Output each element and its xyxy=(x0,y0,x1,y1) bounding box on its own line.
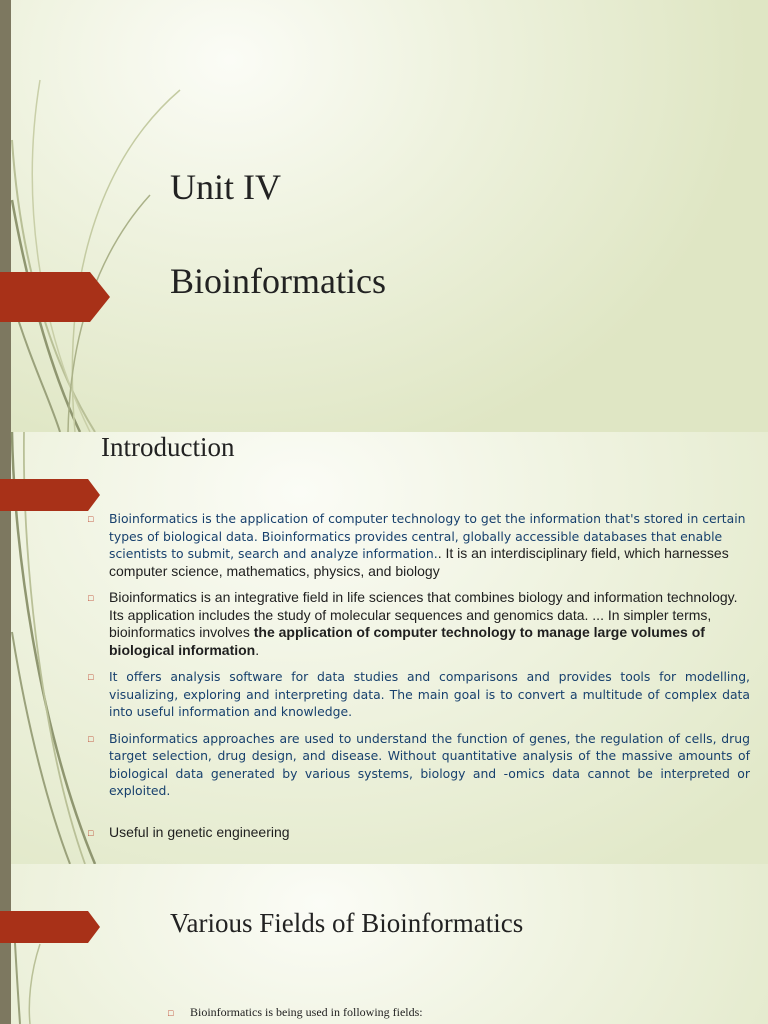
bullet-text-blue: Bioinformatics approaches are used to understand the function of genes, the regulation of cells, drug target selection, drug design, and disease. Without quantitative analysis of the massive amounts of biological data generated by various systems, biology and -omics data cannot be interpreted or exploited. xyxy=(109,730,750,798)
slide-heading: Various Fields of Bioinformatics xyxy=(170,908,524,938)
list-item xyxy=(88,668,750,721)
bullet-text-blue: It offers analysis software for data studies and comparisons and provides tools for modelling, visualizing, exploring and interpreting data. The main goal is to convert a multitude of complex data into useful information and knowledge. xyxy=(109,669,750,719)
bullet-text: . It is an interdisciplinary field, which harnesses computer science, mathematics, physics, and biology xyxy=(109,545,729,579)
list-item xyxy=(88,730,750,800)
square-bullet-icon: □ xyxy=(88,672,94,682)
decorative-swoosh-icon xyxy=(0,864,120,1024)
list-item xyxy=(88,824,750,842)
title-line-1: Unit IV xyxy=(170,167,281,207)
list-item xyxy=(168,1004,668,1022)
title-line-2: Bioinformatics xyxy=(170,261,386,301)
bullet-text: Bioinformatics is being used in following fields: xyxy=(190,1005,423,1019)
slide-introduction xyxy=(0,432,768,864)
bullet-text: Bioinformatics is an integrative field in life sciences that combines biology and information technology. Its application includes the study of molecular sequences and genomics data. ... In simpler terms, bioinformatics involves xyxy=(109,589,738,640)
square-bullet-icon: □ xyxy=(88,827,94,838)
square-bullet-icon: □ xyxy=(88,514,94,524)
bullet-list xyxy=(168,1004,668,1024)
bullet-text-blue: Bioinformatics is the application of computer technology to get the information that's stored in certain types of biological data. Bioinformatics provides central, globally accessible databases that enable scientists to submit, search and analyze information. xyxy=(109,511,746,561)
slide-various-fields xyxy=(0,864,768,1024)
arrow-tag-icon xyxy=(0,272,112,322)
list-item xyxy=(88,589,750,659)
list-item xyxy=(88,510,750,580)
decorative-swoosh-icon xyxy=(0,0,200,432)
arrow-tag-icon xyxy=(0,911,102,943)
square-bullet-icon: □ xyxy=(88,593,94,603)
square-bullet-icon: □ xyxy=(168,1008,174,1018)
bullet-text-bold: the application of computer technology to manage large volumes of biological information xyxy=(109,624,705,658)
bullet-list xyxy=(88,510,750,850)
bullet-text: Useful in genetic engineering xyxy=(109,823,290,840)
square-bullet-icon: □ xyxy=(88,733,94,744)
bullet-text-end: . xyxy=(255,641,260,658)
arrow-tag-icon xyxy=(0,479,102,511)
slide-title xyxy=(0,0,768,432)
slide-heading: Introduction xyxy=(101,432,235,462)
